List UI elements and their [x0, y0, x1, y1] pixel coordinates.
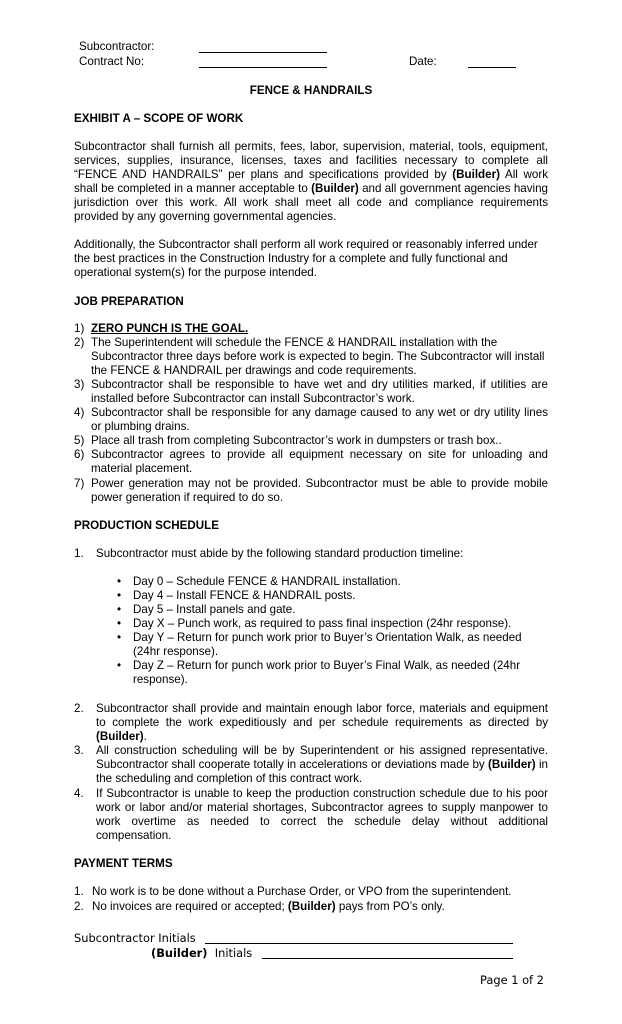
builder-ref: (Builder) [287, 900, 336, 913]
subcontractor-field[interactable] [199, 52, 327, 53]
list-number: 1) [74, 322, 85, 335]
initials-text: Initials [214, 946, 253, 960]
list-item [96, 744, 548, 786]
scope-text-3: and all government agencies having jurisdiction over this work. All work shall meet all code and compliance requirements provided by any governing governmental agencies. [74, 182, 548, 223]
page-number: Page 1 of 2 [480, 973, 544, 987]
list-item [92, 900, 548, 914]
bullet-icon: • [117, 575, 122, 588]
item-text: in the scheduling and completion of this contract work. [96, 758, 548, 785]
list-number: 4. [74, 787, 84, 800]
bullet-icon: • [117, 659, 122, 672]
scope-paragraph [74, 140, 548, 224]
builder-ref: (Builder) [452, 168, 500, 181]
item-text: . [143, 730, 147, 743]
bullet-icon: • [117, 631, 122, 644]
list-number: 7) [74, 477, 85, 490]
page-title: FENCE & HANDRAILS [249, 84, 373, 97]
bullet-icon: • [117, 589, 122, 602]
list-item: Subcontractor shall be responsible for any damage caused to any wet or dry utility lines or plumbing drains. [91, 406, 548, 433]
date-label: Date: [409, 55, 437, 68]
bullet-item: Day Z – Return for punch work prior to Buyer’s Final Walk, as needed (24hr response). [133, 659, 521, 686]
subcontractor-initials-field[interactable] [205, 943, 513, 944]
contract-no-field[interactable] [199, 67, 327, 68]
scope-text-1: Subcontractor shall furnish all permits, fees, labor, supervision, material, tools, equipment, services, supplies, insurance, licenses, taxes and facilities necessary to complete all “FENCE AND HANDRAILS” per plans and specifications provided by [74, 140, 548, 181]
bullet-item: Day 5 – Install panels and gate. [133, 603, 296, 616]
list-item: If Subcontractor is unable to keep the production construction schedule due to his poor work or labor and/or material shortages, Subcontractor agrees to supply manpower to work overtime as needed to correct the schedule delay without additional compensation. [96, 787, 548, 842]
bullet-item: Day X – Punch work, as required to pass final inspection (24hr response). [133, 617, 512, 630]
bullet-item: Day 4 – Install FENCE & HANDRAIL posts. [133, 589, 356, 602]
list-item [96, 702, 548, 744]
list-item: Place all trash from completing Subcontractor’s work in dumpsters or trash box.. [91, 434, 502, 447]
exhibit-heading: EXHIBIT A – SCOPE OF WORK [74, 112, 244, 125]
builder-initials-label [151, 946, 252, 960]
item-text: All construction scheduling will be by Superintendent or his assigned representative. Subcontractor shall cooperate totally in accelerations or deviations made by [96, 744, 548, 771]
list-number: 3. [74, 744, 84, 757]
subcontractor-label: Subcontractor: [79, 40, 155, 53]
builder-ref: (Builder) [311, 182, 359, 195]
bullet-item: Day Y – Return for punch work prior to Buyer’s Orientation Walk, as needed (24hr response). [133, 631, 522, 658]
list-item: The Superintendent will schedule the FENCE & HANDRAIL installation with the Subcontractor three days before work is expected to begin. The Subcontractor will install the FENCE & HANDRAIL per drawings and code requirements. [91, 336, 545, 377]
subcontractor-initials-label: Subcontractor Initials [74, 931, 196, 945]
production-heading: PRODUCTION SCHEDULE [74, 519, 219, 532]
list-item: Subcontractor shall be responsible to have wet and dry utilities marked, if utilities are installed before Subcontractor can install Subcontractor’s work. [91, 378, 548, 405]
contract-no-label: Contract No: [79, 55, 145, 68]
list-number: 6) [74, 448, 85, 461]
scope-text-2: All work shall be completed in a manner acceptable to [74, 168, 548, 195]
list-number: 3) [74, 378, 85, 391]
list-number: 2. [74, 900, 84, 913]
job-prep-heading: JOB PREPARATION [74, 295, 184, 308]
additional-paragraph: Additionally, the Subcontractor shall perform all work required or reasonably inferred under the best practices in the Construction Industry for a complete and fully functional and operational system(s) for the purpose intended. [74, 238, 538, 279]
builder-ref: (Builder) [151, 946, 208, 960]
list-item: No work is to be done without a Purchase Order, or VPO from the superintendent. [92, 885, 512, 898]
bullet-icon: • [117, 603, 122, 616]
item-text: Subcontractor shall provide and maintain enough labor force, materials and equipment to complete the work expeditiously and per schedule requirements as directed by [96, 702, 548, 729]
list-item: Subcontractor must abide by the following standard production timeline: [96, 547, 464, 560]
bullet-icon: • [117, 617, 122, 630]
builder-ref: (Builder) [96, 730, 144, 743]
list-number: 1. [74, 885, 84, 898]
bullet-item: Day 0 – Schedule FENCE & HANDRAIL installation. [133, 575, 401, 588]
date-field[interactable] [468, 67, 516, 68]
list-number: 4) [74, 406, 85, 419]
zero-punch-goal: ZERO PUNCH IS THE GOAL. [91, 322, 249, 335]
builder-ref: (Builder) [488, 758, 536, 771]
item-text: No invoices are required or accepted; [92, 900, 288, 913]
list-number: 1. [74, 547, 84, 560]
builder-initials-field[interactable] [262, 958, 513, 959]
list-number: 5) [74, 434, 85, 447]
list-item: Power generation may not be provided. Subcontractor must be able to provide mobile power generation if required to do so. [91, 477, 548, 504]
list-number: 2) [74, 336, 85, 349]
item-text: pays from PO’s only. [335, 900, 445, 913]
payment-heading: PAYMENT TERMS [74, 857, 173, 870]
list-item: Subcontractor agrees to provide all equipment necessary on site for unloading and material placement. [91, 448, 548, 475]
list-number: 2. [74, 702, 84, 715]
